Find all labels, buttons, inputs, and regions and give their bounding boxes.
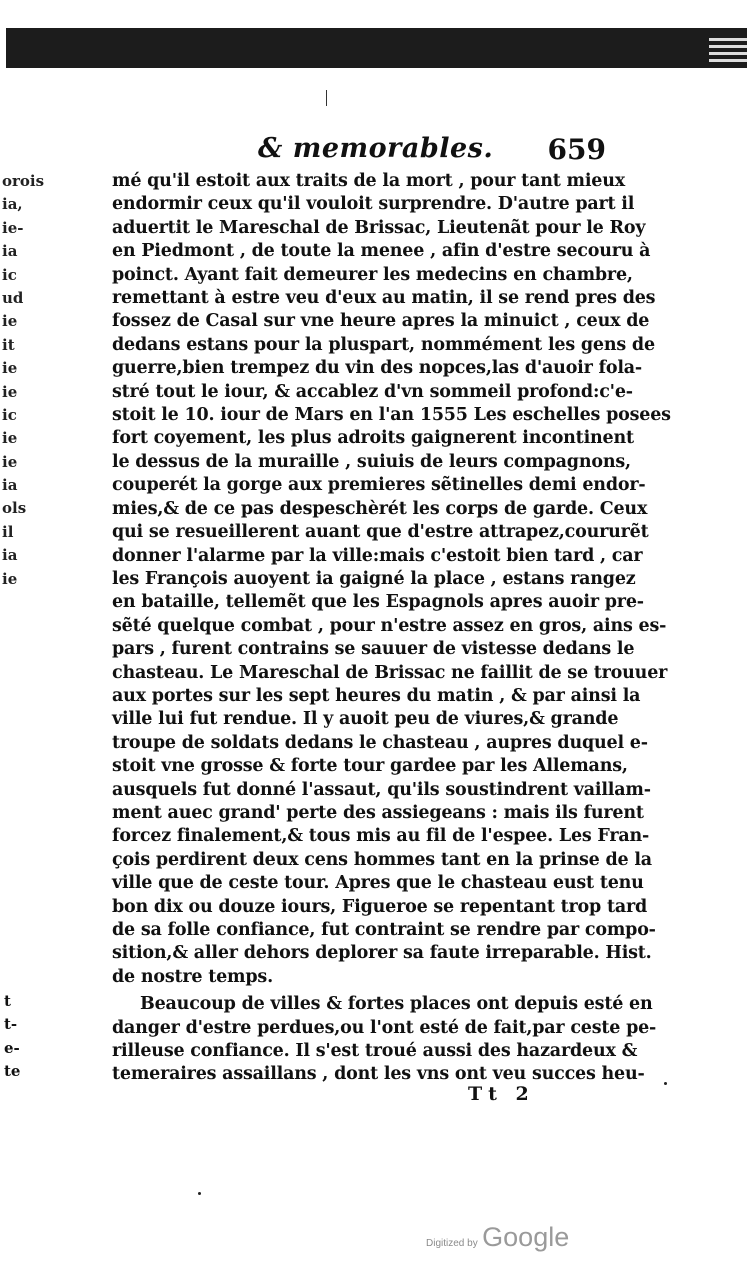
margin-fragment: ols [2,499,27,518]
page-header [120,133,606,173]
text-line: troupe de soldats dedans le chasteau , aupres duquel e- [112,732,648,753]
text-line: qui se resueillerent auant que d'estre attrapez,coururẽt [112,522,649,543]
margin-fragment: ie [2,382,18,401]
margin-fragment: ie [2,569,18,588]
text-line: aduertit le Mareschal de Brissac, Lieutenãt pour le Roy [112,217,646,238]
margin-fragment: t [4,992,11,1010]
text-line: donner l'alarme par la ville:mais c'estoit bien tard , car [112,545,643,566]
text-line: temeraires assaillans , dont les vns ont veu succes heu- [112,1064,645,1085]
margin-notes [2,170,45,591]
google-logo: Google [482,1222,570,1252]
margin-fragment: t- [4,1015,18,1034]
margin-fragment: it [2,335,15,354]
text-line: poinct. Ayant fait demeurer les medecins en chambre, [112,264,633,285]
paragraph-1 [112,170,671,989]
text-line: stré tout le iour, & accablez d'vn sommeil profond:c'e- [112,381,633,402]
running-title: & memorables. [258,133,494,164]
scan-mark [326,90,327,106]
margin-fragment: te [4,1062,21,1081]
text-line: guerre,bien trempez du vin des nopces,las d'auoir fola- [112,358,642,379]
text-line: mé qu'il estoit aux traits de la mort , pour tant mieux [112,171,625,191]
text-line: mies,& de ce pas despeschèrét les corps de garde. Ceux [112,498,648,519]
paragraph-2 [112,993,657,1087]
text-line: ment auec grand' perte des assiegeans : mais ils furent [112,802,644,823]
text-line: sition,& aller dehors deplorer sa faute irreparable. Hist. [112,943,652,964]
text-line: endormir ceux qu'il vouloit surprendre. D'autre part il [112,194,635,215]
text-line: fort coyement, les plus adroits gaignerent incontinent [112,428,634,449]
margin-fragment: ic [2,265,17,284]
margin-fragment: il [2,522,14,541]
signature-mark: Tt 2 [468,1083,535,1105]
text-line: stoit vne grosse & forte tour gardee par les Allemans, [112,756,628,777]
text-line: ville lui fut rendue. Il y auoit peu de viures,& grande [112,709,619,730]
text-line: forcez finalement,& tous mis au fil de l'espee. Les Fran- [112,826,650,847]
text-line: en Piedmont , de toute la menee , afin d'estre secouru à [112,241,651,262]
digitized-by-label: Digitized by [426,1238,478,1249]
text-line: sẽté quelque combat , pour n'estre assez en gros, ains es- [112,615,667,636]
digitizer-watermark [426,1222,569,1253]
margin-fragment: ie [2,452,18,471]
text-line: les François auoyent ia gaigné la place , estans rangez [112,568,636,589]
text-line: de nostre temps. [112,966,273,987]
ink-speck [664,1082,667,1085]
page-number: 659 [547,133,606,166]
text-line: Beaucoup de villes & fortes places ont depuis esté en [140,994,653,1015]
margin-fragment: ia [2,476,18,495]
margin-fragment: ud [2,288,24,307]
text-line: çois perdirent deux cens hommes tant en la prinse de la [112,849,652,870]
text-line: de sa folle confiance, fut contraint se rendre par compo- [112,920,656,940]
text-line: aux portes sur les sept heures du matin , & par ainsi la [112,685,641,706]
text-line: chasteau. Le Mareschal de Brissac ne faillit de se trouuer [112,662,668,683]
margin-fragment: e- [4,1038,20,1057]
text-line: en bataille, tellemẽt que les Espagnols apres auoir pre- [112,592,644,613]
text-line: rilleuse confiance. Il s'est troué aussi des hazardeux & [112,1041,638,1062]
margin-fragment: ia [2,242,18,261]
text-line: ville que de ceste tour. Apres que le chasteau eust tenu [112,873,644,894]
scan-top-shadow [6,28,747,68]
text-line: pars , furent contrains se sauuer de vistesse dedans le [112,639,635,660]
text-line: le dessus de la muraille , suiuis de leurs compagnons, [112,451,631,472]
body-text [112,170,671,1087]
margin-fragment: ic [2,405,17,424]
text-line: ausquels fut donné l'assaut, qu'ils soustindrent vaillam- [112,779,651,800]
text-line: dedans estans pour la pluspart, nommément les gens de [112,334,655,355]
text-line: fossez de Casal sur vne heure apres la minuict , ceux de [112,311,650,332]
margin-fragment: ia, [2,195,23,214]
text-line: stoit le 10. iour de Mars en l'an 1555 Les eschelles posees [112,405,671,426]
margin-fragment: ie [2,429,18,448]
ink-speck [198,1192,201,1195]
margin-notes-lower [4,990,34,1084]
margin-fragment: ie [2,359,18,378]
text-line: bon dix ou douze iours, Figueroe se repentant trop tard [112,896,648,917]
text-line: couperét la gorge aux premieres sẽtinelles demi endor- [112,475,646,496]
text-line: remettant à estre veu d'eux au matin, il se rend pres des [112,288,656,309]
margin-fragment: orois [2,172,45,190]
margin-fragment: ie- [2,218,24,237]
margin-fragment: ia [2,546,18,565]
text-line: danger d'estre perdues,ou l'ont esté de fait,par ceste pe- [112,1017,657,1038]
margin-fragment: ie [2,312,18,331]
